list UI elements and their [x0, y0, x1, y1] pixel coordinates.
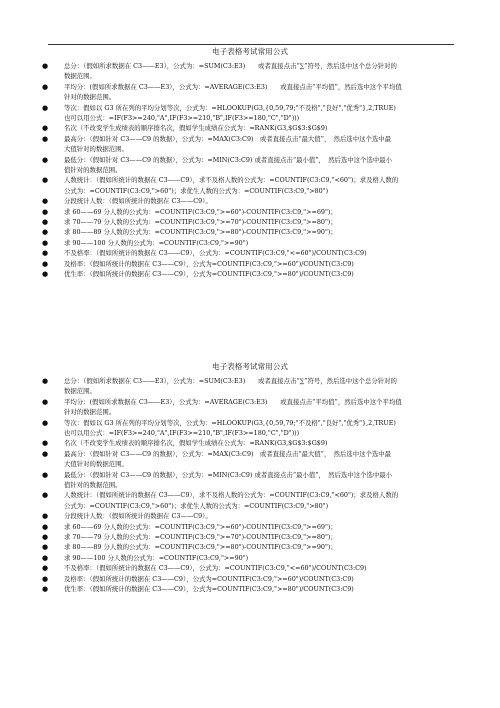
item-text: 及格率：（假如所统计的数据在 C3——C9），公式为=COUNTIF(C3:C9,">=60")/COUNT(C3:C9) — [64, 259, 354, 268]
item-text: 最高分：（假如针对 C3——C9 的数据），公式为：=MAX(C3:C9) 或者直接点击“最大值”， 然后选中这个选中最 — [64, 449, 392, 458]
item-text: 求 90——100 分人数的公式为：=COUNTIF(C3:C9,">=90") — [64, 238, 249, 247]
bullet-icon: ● — [41, 238, 49, 247]
bullet-icon: ● — [41, 418, 49, 427]
bullet-icon: ● — [41, 533, 49, 541]
item-text: 人数统计：（假如所统计的数据在 C3——C9），求不及格人数的公式为：=COUNTIF(C3:C9,"<60")；求及格人数的 — [64, 491, 399, 500]
formula-item — [38, 82, 458, 103]
formula-item — [38, 584, 458, 594]
item-text: 求 60——69 分人数的公式为：=COUNTIF(C3:C9,">=60")-COUNTIF(C3:C9,">=69")； — [64, 522, 337, 531]
formula-item — [38, 238, 458, 248]
section-title: 电子表格考试常用公式 — [212, 362, 288, 371]
formula-item — [38, 155, 458, 176]
formula-item — [38, 553, 458, 563]
item-text-continued: 数据范围。 — [64, 387, 96, 396]
bullet-icon: ● — [41, 176, 49, 185]
item-text: 最高分：（假如针对 C3——C9 的数据），公式为：=MAX(C3:C9) 或者直接点击“最大值”， 然后选中这个选中最 — [64, 134, 392, 143]
formula-item — [38, 522, 458, 532]
formula-item — [38, 175, 458, 196]
item-text: 总分：（假如所求数据在 C3——E3），公式为：=SUM(C3:E3) 或者直接点击“∑”符号，然后选中这个总分针对的 — [64, 377, 397, 385]
formula-item — [38, 196, 458, 206]
bullet-icon: ● — [41, 377, 49, 385]
item-text: 求 80——89 分人数的公式为：=COUNTIF(C3:C9,">=80")-COUNTIF(C3:C9,">=90")； — [64, 228, 337, 237]
item-text: 等次：假如以 G3 所在列的平均分划等次，公式为：=HLOOKUP(G3,{0,59,79;"不及格","良好","优秀"},2,TRUE) — [64, 418, 396, 427]
item-text: 名次（不改变学生成绩表的顺序排名次，假如学生成绩在公式为：=RANK(G3,$G$3:$G$9) — [64, 439, 328, 448]
bullet-icon: ● — [41, 585, 49, 593]
formula-item — [38, 61, 458, 82]
item-text: 平均分：(假如所求数据在 C3——E3），公式为：=AVERAGE(C3:E3) 或直接点击“平均值”，然后选中这个平均值 — [64, 397, 402, 406]
bullet-icon: ● — [41, 259, 49, 268]
bullet-icon: ● — [41, 449, 49, 458]
item-text-continued: 也可以用公式：=IF(F3>=240,"A",IF(F3>=210,"B",IF(F3>=180,"C","D"))) — [64, 113, 300, 122]
item-text-continued: 大值针对的数据范围。 — [64, 145, 128, 154]
bullet-icon: ● — [41, 124, 49, 133]
header-rule — [48, 44, 454, 45]
item-text: 不及格率：（假如所统计的数据在 C3——C9），公式为：=COUNTIF(C3:C9,"<=60")/COUNT(C3:C9) — [64, 249, 367, 258]
item-text-continued: 数据范围。 — [64, 72, 96, 81]
item-text: 不及格率：（假如所统计的数据在 C3——C9），公式为：=COUNTIF(C3:C9,"<=60")/COUNT(C3:C9) — [64, 564, 367, 573]
formula-item — [38, 532, 458, 542]
formula-item — [38, 563, 458, 573]
formula-item — [38, 470, 458, 491]
item-text: 求 70——79 分人数的公式为：=COUNTIF(C3:C9,">=70")-COUNTIF(C3:C9,">=80")； — [64, 218, 337, 226]
bullet-icon: ● — [41, 397, 49, 406]
item-text: 求 70——79 分人数的公式为：=COUNTIF(C3:C9,">=70")-COUNTIF(C3:C9,">=80")； — [64, 533, 337, 541]
bullet-icon: ● — [41, 491, 49, 500]
bullet-icon: ● — [41, 543, 49, 552]
bullet-icon: ● — [41, 470, 49, 479]
bullet-icon: ● — [41, 218, 49, 226]
bullet-icon: ● — [41, 564, 49, 573]
formula-item — [38, 542, 458, 552]
formula-item — [38, 418, 458, 439]
bullet-icon: ● — [41, 228, 49, 237]
bullet-icon: ● — [41, 197, 49, 206]
item-text: 等次：假如以 G3 所在列的平均分划等次，公式为：=HLOOKUP(G3,{0,59,79;"不及格","良好","优秀"},2,TRUE) — [64, 103, 396, 112]
item-text: 优生率：（假如所统计的数据在 C3——C9），公式为=COUNTIF(C3:C9,">=80")/COUNT(C3:C9) — [64, 585, 354, 593]
bullet-icon: ● — [41, 62, 49, 70]
formula-item — [38, 269, 458, 279]
item-text-continued: 值针对的数据范围。 — [64, 165, 122, 174]
bullet-icon: ● — [41, 574, 49, 583]
item-text: 平均分：(假如所求数据在 C3——E3），公式为：=AVERAGE(C3:E3) 或直接点击“平均值”，然后选中这个平均值 — [64, 82, 402, 91]
formula-item — [38, 217, 458, 227]
formula-item — [38, 207, 458, 217]
formula-item — [38, 376, 458, 397]
item-text: 分段统计人数：（假如所统计的数据在 C3——C9）。 — [64, 512, 212, 521]
item-text: 求 60——69 分人数的公式为：=COUNTIF(C3:C9,">=60")-COUNTIF(C3:C9,">=69")； — [64, 207, 337, 216]
bullet-icon: ● — [41, 439, 49, 448]
formula-item — [38, 259, 458, 269]
formula-item — [38, 123, 458, 133]
formula-item — [38, 397, 458, 418]
item-text-continued: 公式为：=COUNTIF(C3:C9,">60")；求优生人数的公式为：=COUNTIF(C3:C9,">80") — [64, 501, 329, 510]
item-text: 名次（不改变学生成绩表的顺序排名次，假如学生成绩在公式为：=RANK(G3,$G$3:$G$9) — [64, 124, 328, 133]
item-text: 人数统计：（假如所统计的数据在 C3——C9），求不及格人数的公式为：=COUNTIF(C3:C9,"<60")；求及格人数的 — [64, 176, 399, 185]
formula-item — [38, 438, 458, 448]
item-text: 求 80——89 分人数的公式为：=COUNTIF(C3:C9,">=80")-COUNTIF(C3:C9,">=90")； — [64, 543, 337, 552]
item-text: 及格率：（假如所统计的数据在 C3——C9），公式为=COUNTIF(C3:C9,">=60")/COUNT(C3:C9) — [64, 574, 354, 583]
item-text-continued: 大值针对的数据范围。 — [64, 460, 128, 469]
bullet-icon: ● — [41, 553, 49, 562]
formula-item — [38, 574, 458, 584]
bullet-icon: ● — [41, 249, 49, 258]
formula-item — [38, 103, 458, 124]
item-text-continued: 公式为：=COUNTIF(C3:C9,">60")；求优生人数的公式为：=COUNTIF(C3:C9,">80") — [64, 186, 329, 195]
item-text: 最低分：（假如针对 C3——C9 的数据），公式为：=MIN(C3:C9) 或者直接点击“最小值”， 然后选中这个选中最小 — [64, 155, 393, 164]
formula-item — [38, 490, 458, 511]
item-text: 最低分：（假如针对 C3——C9 的数据），公式为：=MIN(C3:C9) 或者直接点击“最小值”， 然后选中这个选中最小 — [64, 470, 393, 479]
bullet-icon: ● — [41, 103, 49, 112]
formula-item — [38, 449, 458, 470]
bullet-icon: ● — [41, 82, 49, 91]
bullet-icon: ● — [41, 270, 49, 278]
item-text-continued: 针对的数据范围。 — [64, 93, 116, 102]
formula-item — [38, 248, 458, 258]
bullet-icon: ● — [41, 134, 49, 143]
bullet-icon: ● — [41, 207, 49, 216]
bullet-icon: ● — [41, 522, 49, 531]
item-text: 分段统计人数：（假如所统计的数据在 C3——C9）。 — [64, 197, 212, 206]
formula-item — [38, 511, 458, 521]
item-text: 求 90——100 分人数的公式为：=COUNTIF(C3:C9,">=90") — [64, 553, 249, 562]
item-text: 总分：（假如所求数据在 C3——E3），公式为：=SUM(C3:E3) 或者直接点击“∑”符号，然后选中这个总分针对的 — [64, 62, 397, 70]
formula-item — [38, 227, 458, 237]
item-text-continued: 针对的数据范围。 — [64, 408, 116, 417]
item-text-continued: 值针对的数据范围。 — [64, 480, 122, 489]
formula-item — [38, 134, 458, 155]
bullet-icon: ● — [41, 155, 49, 164]
item-text: 优生率：（假如所统计的数据在 C3——C9），公式为=COUNTIF(C3:C9,">=80")/COUNT(C3:C9) — [64, 270, 354, 278]
item-text-continued: 也可以用公式：=IF(F3>=240,"A",IF(F3>=210,"B",IF(F3>=180,"C","D"))) — [64, 428, 300, 437]
section-title: 电子表格考试常用公式 — [212, 47, 288, 56]
bullet-icon: ● — [41, 512, 49, 521]
